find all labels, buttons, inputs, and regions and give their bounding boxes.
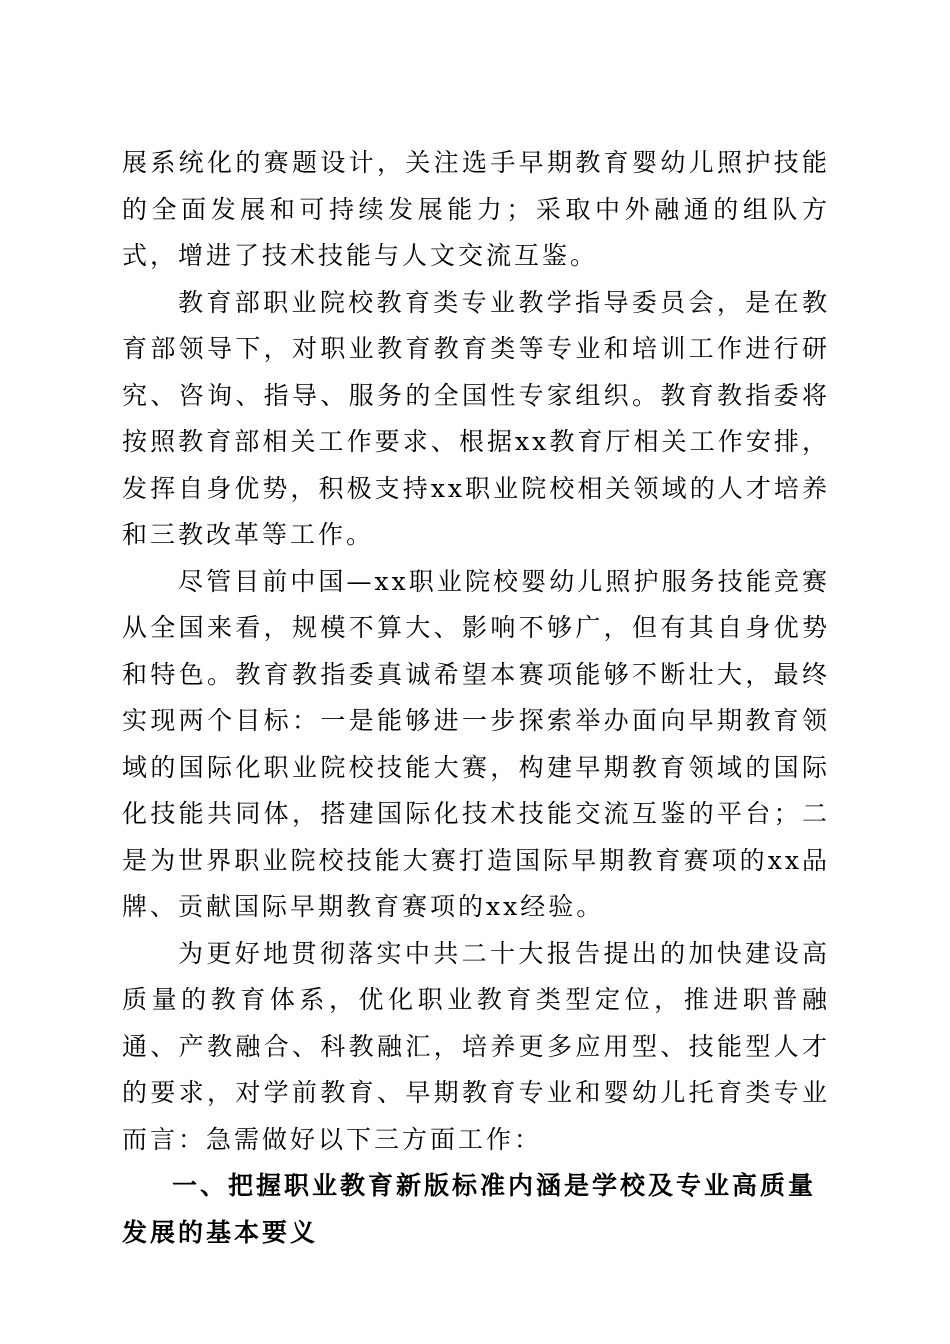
paragraph-continuation: 展系统化的赛题设计，关注选手早期教育婴幼儿照护技能的全面发展和可持续发展能力；采取中外融通的组队方式，增进了技术技能与人文交流互鉴。 bbox=[122, 148, 830, 270]
document-body bbox=[122, 140, 830, 1256]
section-heading: 一、把握职业教育新版标准内涵是学校及专业高质量发展的基本要义 bbox=[122, 1171, 817, 1247]
paragraph-committee: 教育部职业院校教育类专业教学指导委员会，是在教育部领导下，对职业教育教育类等专业和培训工作进行研究、咨询、指导、服务的全国性专家组织。教育教指委将按照教育部相关工作要求、根据xx教育厅相关工作安排，发挥自身优势，积极支持xx职业院校相关领域的人才培养和三教改革等工作。 bbox=[122, 287, 830, 549]
paragraph-requirements: 为更好地贯彻落实中共二十大报告提出的加快建设高质量的教育体系，优化职业教育类型定位，推进职普融通、产教融合、科教融汇，培养更多应用型、技能型人才的要求，对学前教育、早期教育专业和婴幼儿托育类专业而言：急需做好以下三方面工作： bbox=[122, 938, 830, 1154]
paragraph-competition-goals: 尽管目前中国—xx职业院校婴幼儿照护服务技能竞赛从全国来看，规模不算大、影响不够广，但有其自身优势和特色。教育教指委真诚希望本赛项能够不断壮大，最终实现两个目标：一是能够进一步探索举办面向早期教育领域的国际化职业院校技能大赛，构建早期教育领域的国际化技能共同体，搭建国际化技术技能交流互鉴的平台；二是为世界职业院校技能大赛打造国际早期教育赛项的xx品牌、贡献国际早期教育赛项的xx经验。 bbox=[122, 566, 830, 921]
